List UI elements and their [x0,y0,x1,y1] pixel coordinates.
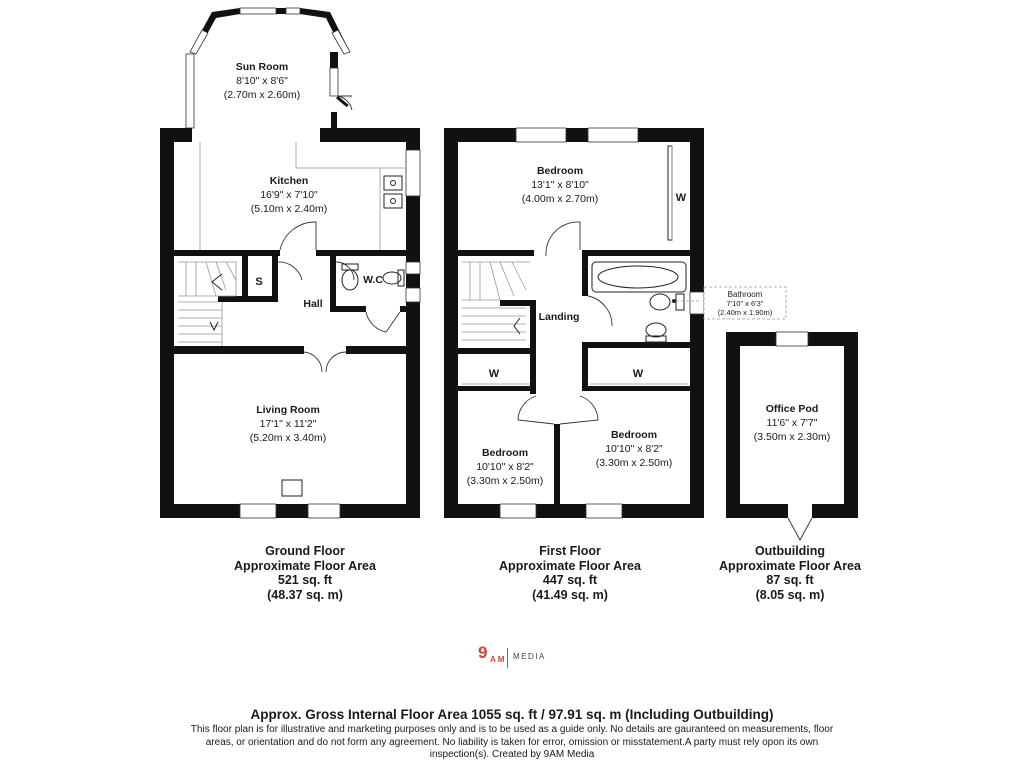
room-metric: (2.40m x 1.90m) [717,308,773,317]
room-metric: (5.10m x 2.40m) [250,203,328,215]
9am-media-logo [478,645,558,671]
outbuilding-plan [726,332,858,540]
first-floor-summary [470,544,670,602]
room-name: Bedroom [481,447,529,459]
ground-floor-stairs [178,262,236,346]
room-metric: (4.00m x 2.70m) [521,193,599,205]
room-name: Kitchen [269,175,309,187]
room-imperial: 17'1" x 11'2" [259,418,317,430]
room-bedroom-right [596,429,672,469]
room-landing: Landing [538,311,580,323]
room-kitchen [251,175,327,215]
logo-mark-sub: A M [490,655,505,664]
wardrobe-label: W [488,368,500,380]
room-name: Office Pod [765,403,819,415]
bathroom-callout [704,287,786,319]
room-sun-room [224,61,300,101]
gross-floor-area: Approx. Gross Internal Floor Area 1055 sq. ft / 97.91 sq. m (Including Outbuilding) [250,707,774,722]
room-imperial: 11'6" x 7'7" [766,417,818,429]
room-metric: (3.30m x 2.50m) [595,457,673,469]
summary-title: First Floor [539,544,601,558]
summary-sqm: (48.37 sq. m) [267,587,343,602]
wardrobe-label: W [675,192,687,204]
summary-sqm: (8.05 sq. m) [755,587,825,602]
room-name: Bedroom [536,165,584,177]
room-name: Bathroom [727,290,763,299]
living-room-hearth [282,480,302,496]
outbuilding-summary [690,544,890,602]
room-storage: S [255,276,263,288]
room-imperial: 10'10" x 8'2" [605,443,663,455]
logo-divider [507,648,508,668]
summary-sqft: 447 sq. ft [542,573,598,587]
room-bedroom-left [467,447,543,487]
room-name: Sun Room [235,61,289,73]
room-metric: (3.30m x 2.50m) [466,475,544,487]
summary-title: Ground Floor [265,544,345,558]
summary-subtitle: Approximate Floor Area [499,558,641,573]
ground-floor-summary [205,544,405,602]
room-name: Living Room [256,404,320,416]
room-name: Bedroom [610,429,658,441]
summary-subtitle: Approximate Floor Area [234,558,376,573]
room-wc: W.C [363,274,383,286]
summary-sqm: (41.49 sq. m) [532,587,608,602]
disclaimer-text: This floor plan is for illustrative and marketing purposes only and is to be used as a guide only. No details are gauranteed on measurements, floor areas, or orientation and do not form any agreement. No liability is taken for error, omission or misstatement.A party must rely opon its own inspection(s). Created by 9AM Media [190,724,834,760]
logo-mark: 9 [478,643,488,662]
room-bedroom-main [522,165,598,205]
room-hall: Hall [303,298,323,310]
room-metric: (2.70m x 2.60m) [223,89,301,101]
summary-sqft: 521 sq. ft [277,573,333,587]
room-metric: (3.50m x 2.30m) [753,431,831,443]
room-imperial: 13'1" x 8'10" [531,179,589,191]
summary-subtitle: Approximate Floor Area [719,558,861,573]
wardrobe-label: W [632,368,644,380]
room-imperial: 7'10" x 6'3" [726,299,764,308]
bathroom-fittings [592,262,700,342]
room-imperial: 10'10" x 8'2" [476,461,534,473]
summary-title: Outbuilding [754,544,826,558]
ground-floor-plan [160,8,420,518]
logo-word: MEDIA [513,652,546,661]
summary-sqft: 87 sq. ft [766,573,814,587]
room-metric: (5.20m x 3.40m) [249,432,327,444]
room-living-room [250,404,326,444]
room-imperial: 8'10" x 8'6" [236,75,288,87]
room-imperial: 16'9" x 7'10" [260,189,318,201]
room-office-pod [754,403,830,443]
